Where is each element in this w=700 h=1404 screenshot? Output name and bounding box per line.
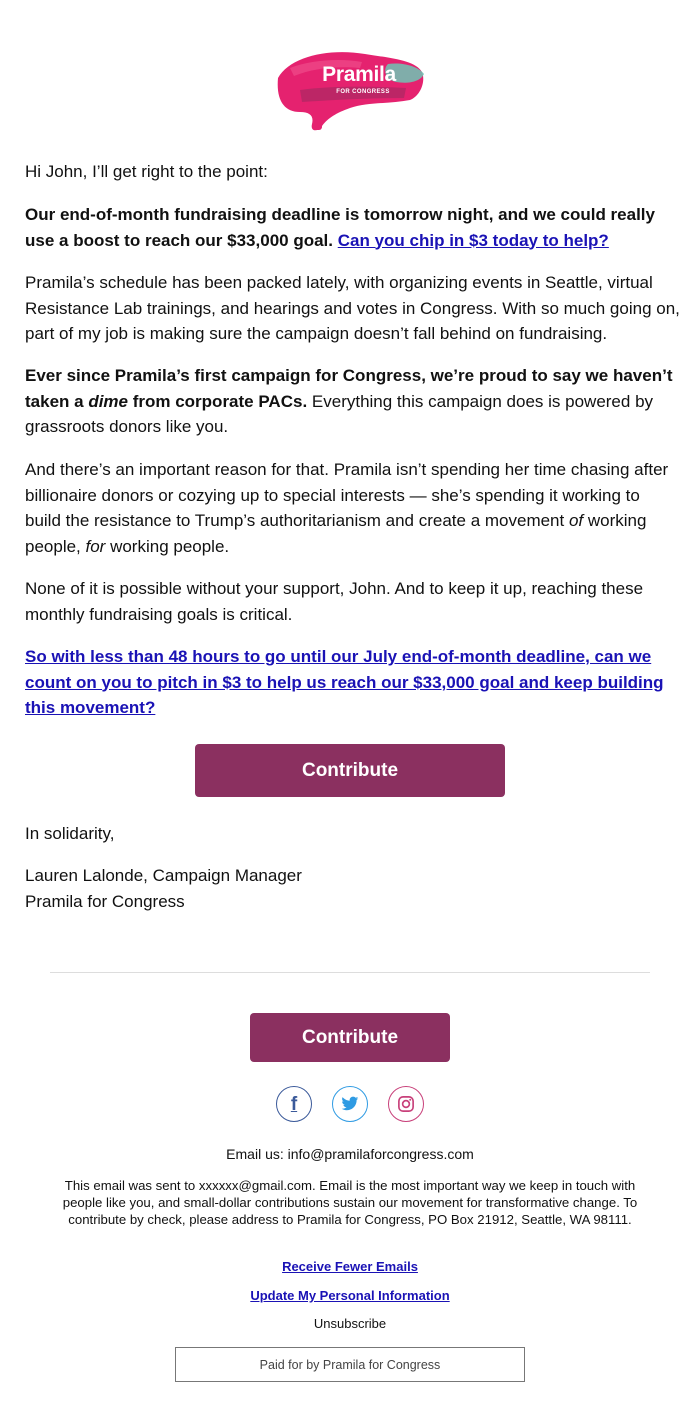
facebook-glyph: f (290, 1093, 298, 1115)
reason-text-b: working people, (25, 511, 647, 556)
instagram-icon[interactable] (388, 1086, 424, 1122)
signer-org: Pramila for Congress (25, 892, 185, 911)
pacs-bold-a: Ever since Pramila’s first campaign for Congress, we’re proud to say we haven’t taken a (25, 366, 673, 411)
paragraph-pitch-in (25, 644, 680, 721)
reason-text-a: And there’s an important reason for that. Pramila isn’t spending her time chasing after billionaire donors or cozying up to special interests — she’s spending it working to build the resistance to Trump’s authoritarianism and create a movement (25, 460, 669, 530)
pacs-bold-b: from corporate PACs. (128, 391, 308, 411)
logo-name: Pramila (322, 63, 396, 86)
email-us-text: Email us: info@pramilaforcongress.com (226, 1146, 474, 1162)
twitter-icon[interactable] (332, 1086, 368, 1122)
reason-text-c: working people. (105, 536, 230, 556)
signoff: In solidarity, (25, 824, 115, 843)
paragraph-reason (25, 457, 680, 559)
paragraph-corporate-pacs (25, 363, 680, 440)
pacs-rest-text: Everything this campaign does is powered by grassroots donors like you. (25, 391, 654, 436)
receive-fewer-emails-link[interactable]: Receive Fewer Emails (282, 1259, 418, 1274)
campaign-logo (270, 38, 430, 134)
chip-in-link[interactable]: Can you chip in $3 today to help? (337, 230, 609, 250)
twitter-bird-icon (341, 1096, 359, 1112)
instagram-camera-icon (397, 1095, 415, 1113)
paragraph-schedule: Pramila’s schedule has been packed lately, with organizing events in Seattle, virtual Resistance Lab trainings, and hearings and votes in Congress. With so much going on, part of my job is making sure the campaign doesn’t fall behind on fundraising. (25, 273, 680, 343)
update-info-link[interactable]: Update My Personal Information (250, 1288, 450, 1303)
deadline-bold-text: Our end-of-month fundraising deadline is tomorrow night, and we could really use a boost to reach our $33,000 goal. (25, 205, 655, 250)
logo-subtitle: FOR CONGRESS (336, 89, 390, 95)
greeting: Hi John, I’ll get right to the point: (25, 162, 268, 181)
signer-name: Lauren Lalonde, Campaign Manager (25, 866, 302, 885)
paragraph-deadline (25, 202, 680, 253)
unsubscribe-link[interactable]: Unsubscribe (313, 1316, 387, 1331)
reason-em-for: for (85, 536, 106, 556)
paid-for-disclaimer: Paid for by Pramila for Congress (175, 1347, 525, 1382)
reason-em-of: of (568, 511, 584, 530)
pacs-bold-em: dime (88, 391, 128, 411)
footer-divider (50, 972, 650, 973)
footer-disclaimer: This email was sent to xxxxxx@gmail.com. Email is the most important way we keep in touch with people like you, and small-dollar contributions sustain our movement for transformative change. To contribute by check, please address to Pramila for Congress, PO Box 21912, Seattle, WA 98111. (62, 1178, 638, 1227)
pitch-in-link[interactable]: So with less than 48 hours to go until our July end-of-month deadline, can we count on you to pitch in $3 to help us reach our $33,000 goal and keep building this movement? (25, 647, 664, 717)
facebook-icon[interactable] (276, 1086, 312, 1122)
contribute-button[interactable]: Contribute (195, 744, 505, 797)
footer-contribute-button[interactable]: Contribute (250, 1013, 450, 1062)
paragraph-support: None of it is possible without your support, John. And to keep it up, reaching these monthly fundraising goals is critical. (25, 579, 644, 624)
